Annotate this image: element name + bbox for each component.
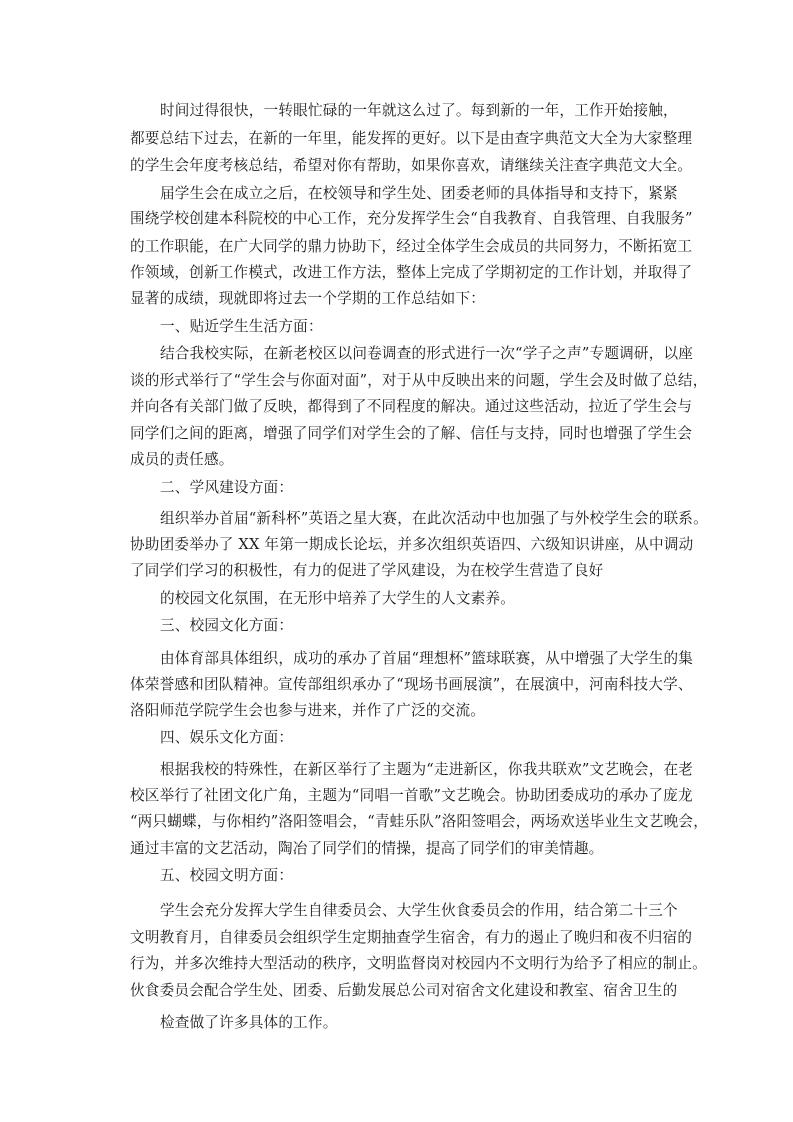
text-line: 时间过得很快，一转眼忙碌的一年就这么过了。每到新的一年，工作开始接触， bbox=[160, 102, 678, 119]
text-line: 了同学们学习的积极性，有力的促进了学风建设，为在校学生营造了良好 bbox=[130, 562, 604, 579]
text-line: 洛阳师范学院学生会也参与进来，并作了广泛的交流。 bbox=[130, 702, 486, 719]
text-line: 同学们之间的距离，增强了同学们对学生会的了解、信任与支持，同时也增强了学生会 bbox=[130, 425, 693, 442]
text-line: 协助团委举办了 XX 年第一期成长论坛，并多次组织英语四、六级知识讲座，从中调动 bbox=[130, 536, 694, 553]
text-line: 行为，并多次维持大型活动的秩序，文明监督岗对校园内不文明行为给予了相应的制止。 bbox=[130, 955, 707, 972]
text-line: 检查做了许多具体的工作。 bbox=[160, 1014, 338, 1031]
text-line: 的学生会年度考核总结，希望对你有帮助，如果你喜欢，请继续关注查字典范文大全。 bbox=[130, 157, 693, 174]
text-line: 体荣誉感和团队精神。宣传部组织承办了“现场书画展演”，在展演中，河南科技大学、 bbox=[130, 676, 693, 693]
text-line: 文明教育月，自律委员会组织学生定期抽查学生宿舍，有力的遏止了晚归和夜不归宿的 bbox=[130, 929, 693, 946]
section-heading: 二、学风建设方面： bbox=[160, 479, 294, 496]
text-line: 都要总结下过去，在新的一年里，能发挥的更好。以下是由查字典范文大全为大家整理 bbox=[130, 130, 693, 147]
text-line: 显著的成绩，现就即将过去一个学期的工作总结如下： bbox=[130, 290, 486, 307]
text-line: 由体育部具体组织，成功的承办了首届“理想杯”篮球联赛，从中增强了大学生的集 bbox=[160, 650, 694, 667]
text-line: 的工作职能，在广大同学的鼎力协助下，经过全体学生会成员的共同努力，不断拓宽工 bbox=[130, 238, 693, 255]
text-line: 成员的责任感。 bbox=[130, 451, 234, 468]
text-line: 伙食委员会配合学生处、团委、后勤发展总公司对宿舍文化建设和教室、宿舍卫生的 bbox=[130, 982, 678, 999]
section-heading: 三、校园文化方面： bbox=[160, 617, 294, 634]
text-line: 的校园文化氛围，在无形中培养了大学生的人文素养。 bbox=[160, 590, 516, 607]
section-heading: 五、校园文明方面： bbox=[160, 867, 294, 884]
text-line: 学生会充分发挥大学生自律委员会、大学生伙食委员会的作用，结合第二十三个 bbox=[160, 902, 678, 919]
text-line: 作领域，创新工作模式，改进工作方法，整体上完成了学期初定的工作计划，并取得了 bbox=[130, 264, 693, 281]
text-line: 组织举办首届“新科杯”英语之星大赛，在此次活动中也加强了与外校学生会的联系。 bbox=[160, 510, 708, 527]
text-line: 届学生会在成立之后，在校领导和学生处、团委老师的具体指导和支持下，紧紧 bbox=[160, 185, 678, 202]
text-line: 围绕学校创建本科院校的中心工作，充分发挥学生会“自我教育、自我管理、自我服务” bbox=[130, 210, 693, 227]
section-heading: 一、贴近学生生活方面： bbox=[160, 318, 323, 335]
text-line: 校区举行了社团文化广角，主题为“同唱一首歌”文艺晚会。协助团委成功的承办了庞龙 bbox=[130, 787, 693, 804]
text-line: 结合我校实际，在新老校区以问卷调查的形式进行一次“学子之声”专题调研，以座 bbox=[160, 345, 694, 362]
text-line: 并向各有关部门做了反映，都得到了不同程度的解决。通过这些活动，拉近了学生会与 bbox=[130, 398, 693, 415]
text-line: 通过丰富的文艺活动，陶冶了同学们的情操，提高了同学们的审美情趣。 bbox=[130, 840, 604, 857]
text-line: 根据我校的特殊性，在新区举行了主题为“走进新区，你我共联欢”文艺晚会，在老 bbox=[160, 761, 694, 778]
section-heading: 四、娱乐文化方面： bbox=[160, 729, 294, 746]
text-line: 谈的形式举行了“学生会与你面对面”，对于从中反映出来的问题，学生会及时做了总结， bbox=[130, 372, 708, 389]
text-line: “两只蝴蝶，与你相约”洛阳签唱会，“青蛙乐队”洛阳签唱会，两场欢送毕业生文艺晚会， bbox=[130, 813, 709, 830]
